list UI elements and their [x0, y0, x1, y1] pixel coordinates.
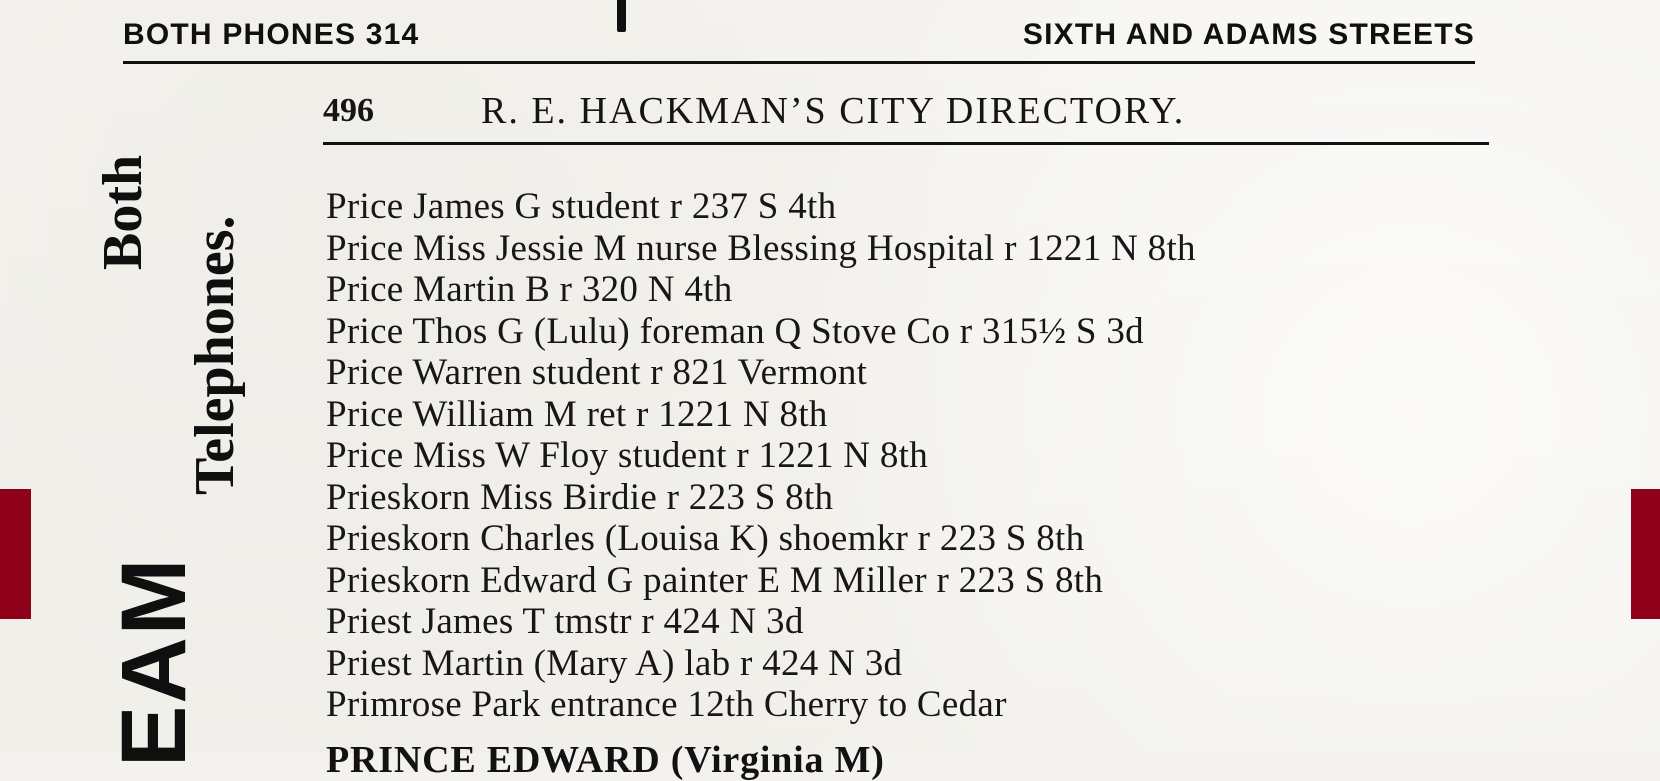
directory-title: R. E. HACKMAN’S CITY DIRECTORY.: [481, 90, 1186, 132]
left-red-tab: [0, 489, 31, 619]
directory-entry: Price Thos G (Lulu) foreman Q Stove Co r 315½ S 3d: [326, 310, 1144, 352]
running-head: [323, 85, 1489, 145]
right-red-tab: [1631, 489, 1660, 619]
directory-entries: [326, 186, 1476, 726]
advert-fragment: EAM: [103, 556, 205, 767]
top-rule: [123, 61, 1475, 64]
directory-entry: Prieskorn Charles (Louisa K) shoemkr r 223 S 8th: [326, 518, 1085, 559]
directory-entry: Price Miss W Floy student r 1221 N 8th: [326, 435, 929, 476]
telephones-label: Telephones.: [184, 215, 246, 495]
directory-entry: Price James G student r 237 S 4th: [326, 186, 837, 227]
top-left-header: BOTH PHONES 314: [123, 18, 420, 51]
directory-entry: Prieskorn Miss Birdie r 223 S 8th: [326, 476, 834, 518]
both-label: Both: [92, 154, 154, 270]
page-number: 496: [323, 92, 374, 129]
directory-entry: Price Warren student r 821 Vermont: [326, 352, 868, 393]
cut-off-directory-entry: PRINCE EDWARD (Virginia M): [326, 739, 885, 781]
directory-entry: Priest James T tmstr r 424 N 3d: [326, 601, 804, 642]
directory-entry: Priest Martin (Mary A) lab r 424 N 3d: [326, 642, 903, 684]
top-header: [123, 14, 1475, 64]
directory-entry: Prieskorn Edward G painter E M Miller r 223 S 8th: [326, 559, 1104, 601]
directory-entry: Price Miss Jessie M nurse Blessing Hospital r 1221 N 8th: [326, 227, 1196, 269]
directory-entry: Price Martin B r 320 N 4th: [326, 269, 733, 310]
directory-entry: Price William M ret r 1221 N 8th: [326, 393, 828, 435]
top-right-header: SIXTH AND ADAMS STREETS: [1022, 18, 1475, 51]
top-ink-mark: [617, 0, 626, 32]
directory-entry: Primrose Park entrance 12th Cherry to Cedar: [326, 684, 1007, 725]
running-rule: [323, 142, 1489, 145]
